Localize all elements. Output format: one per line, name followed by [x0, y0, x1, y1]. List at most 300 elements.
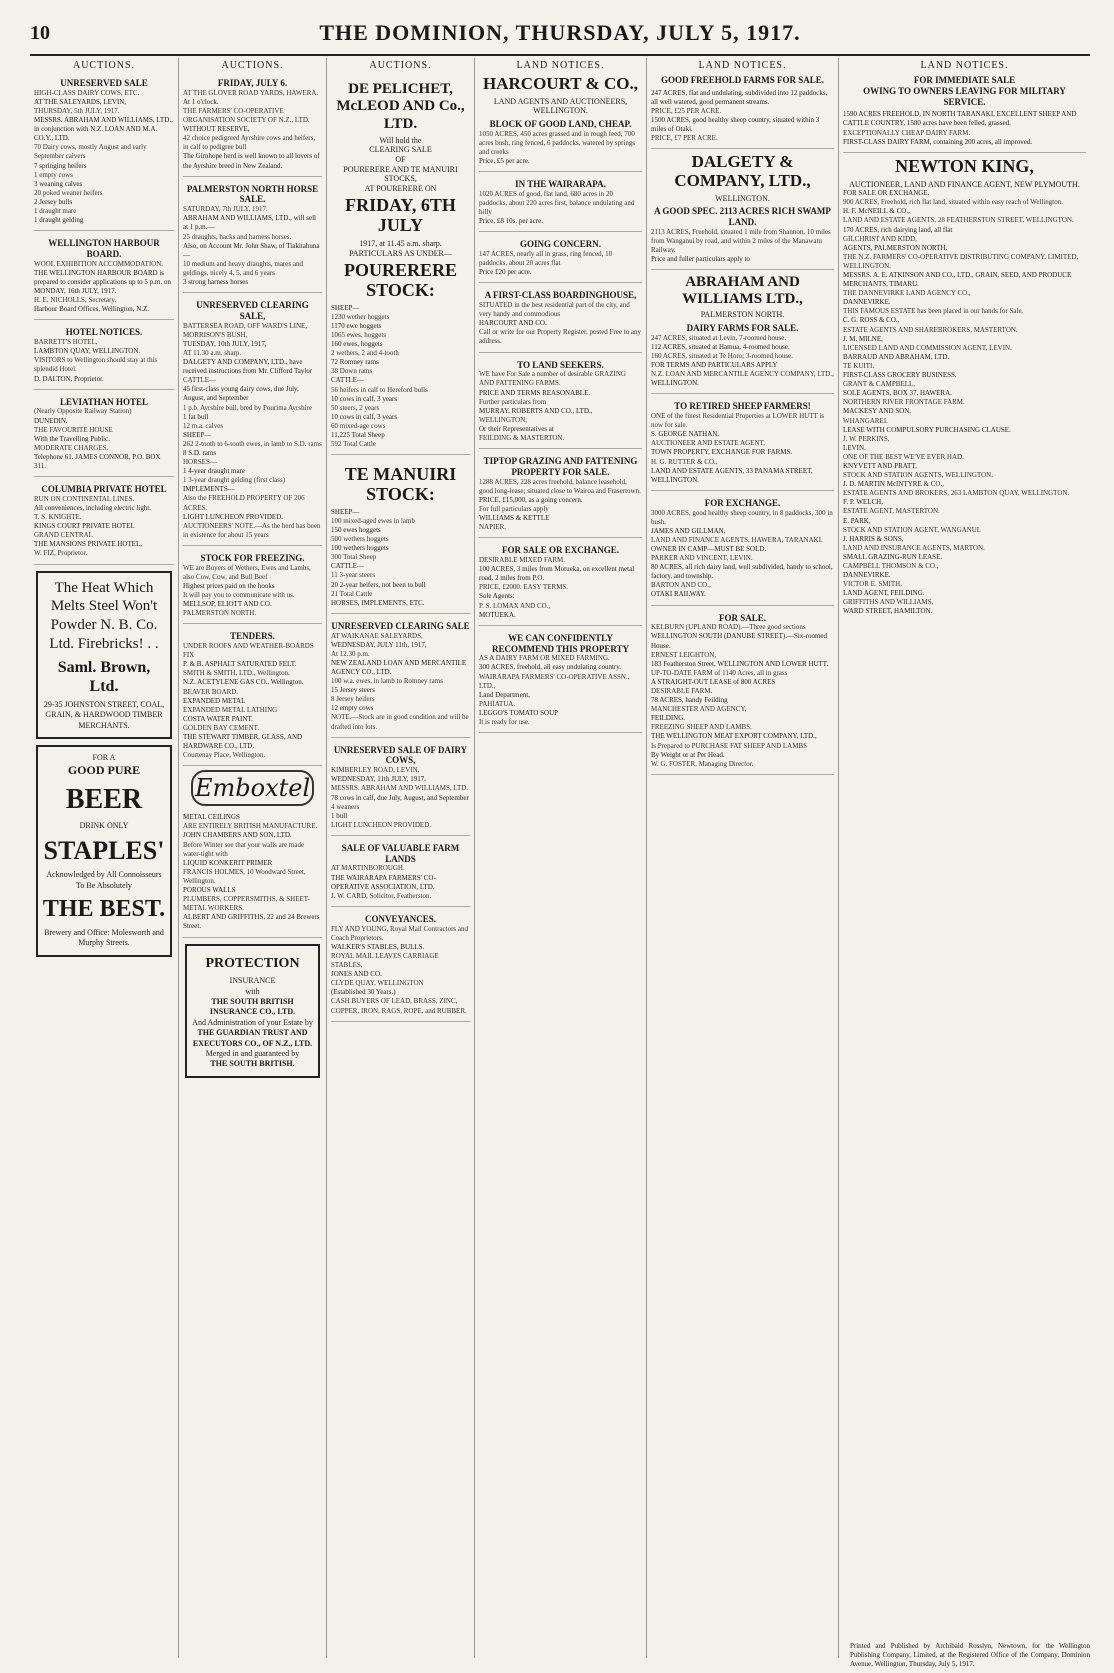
notice-line: AT 11.30 a.m. sharp. — [183, 348, 242, 357]
notice-heading: UNRESERVED SALE — [60, 78, 148, 88]
notice — [479, 236, 642, 283]
notice-line: All conveniences, including electric light. — [34, 503, 152, 512]
notice-line: WEDNESDAY, JULY 11th, 1917, — [331, 640, 427, 649]
notice-line: DALGETY AND COMPANY, LTD., have received instructions from Mr. Clifford Taylor — [183, 358, 313, 376]
notice-line: FIRST-CLASS GROCERY BUSINESS. — [843, 371, 957, 380]
column-3 — [326, 58, 474, 1658]
notice — [183, 181, 322, 293]
notice — [651, 86, 834, 150]
notice-heading: CONVEYANCES. — [365, 913, 436, 924]
notice-line: 8 Jersey heifers — [331, 695, 375, 704]
notice-line: FEILDING. — [651, 714, 686, 723]
notice-line: 1 draught gelding — [34, 216, 84, 225]
notice-line: Before Winter see that your walls are made water-tight with — [183, 840, 305, 858]
notice-line: 1288 ACRES, 228 acres freehold, balance leasehold, good long-lease; situated close to Wairoa and Frasertown. — [479, 477, 641, 495]
notice — [183, 75, 322, 177]
notice-line: It is ready for use. — [479, 717, 530, 726]
column-4-ads — [479, 116, 642, 733]
notice-line: 1 fat bull — [183, 412, 209, 421]
notice-line: LEGGO'S TOMATO SOUP — [479, 708, 559, 717]
notice-line: DESIRABLE FARM. — [651, 686, 713, 695]
notice-line: T. S. KNIGHTE. — [34, 513, 82, 522]
notice-line: AUCTIONEER AND ESTATE AGENT, — [651, 439, 766, 448]
notice-line: AGENTS, PALMERSTON NORTH. — [843, 243, 948, 252]
notice-line: THE FAVOURITE HOUSE — [34, 425, 113, 434]
notice-line: PARKER AND VINCENT, LEVIN. — [651, 554, 753, 563]
particulars-heading: PARTICULARS AS UNDER— — [349, 248, 452, 258]
notice-line: DESIRABLE MIXED FARM. — [479, 556, 566, 565]
notice-line: 45 first-class young dairy cows, due July, August, and September — [183, 385, 299, 403]
notice-line: WAIRARAPA FARMERS' CO-OPERATIVE ASSN., LTD., — [479, 672, 630, 690]
notice-line: 15 Jersey steers — [331, 686, 375, 695]
section-heading: AUCTIONS. — [72, 60, 136, 71]
notice-heading: UNRESERVED CLEARING SALE, — [196, 300, 309, 321]
notice-heading: BLOCK OF GOOD LAND, CHEAP. — [489, 118, 632, 129]
notice-line: For full particulars apply — [479, 504, 549, 513]
station-title: TE MANUIRI STOCK: — [344, 464, 457, 504]
notice-line: OF — [395, 154, 406, 164]
notice-line: 12 empty cows — [331, 704, 374, 713]
notice-line: ERNEST LEIGHTON, — [651, 650, 717, 659]
notice-line: 11 3-year steers — [331, 571, 376, 580]
notice-line: GRIFFITHS AND WILLIAMS, — [843, 598, 934, 607]
notice-line: MACKESY AND SON, — [843, 407, 912, 416]
protection-ad — [185, 944, 320, 1078]
notice-line: EXPANDED METAL — [183, 696, 246, 705]
notice-line: 3 strong harness horses — [183, 277, 249, 286]
notice-line: TUESDAY, 10th JULY, 1917, — [183, 339, 267, 348]
notice-line: It will pay you to communicate with us. — [183, 591, 295, 599]
notice-line: D. DALTON, Proprietor. — [34, 374, 104, 383]
notice-line: 11,225 Total Sheep — [331, 431, 385, 439]
notice-line: ONE OF THE BEST WE'VE EVER HAD. — [843, 452, 964, 461]
notice-line: CLEARING SALE — [369, 145, 432, 155]
notice-line: H. F. McNEILL & CO., — [843, 207, 910, 216]
notice-line: H. G. RUTTER & CO., — [651, 457, 718, 466]
notice-line: GRANT & CAMPBELL, — [843, 380, 916, 389]
notice-line: 20 2-year heifers, not been to bull — [331, 580, 426, 589]
notice-line: 38 Down rams — [331, 367, 373, 376]
notice-line: HIGH-CLASS DAIRY COWS, ETC. — [34, 88, 140, 97]
stock-list — [331, 508, 470, 608]
sale-date: FRIDAY, 6TH JULY — [345, 195, 456, 236]
notice-line: 592 Total Cattle — [331, 440, 376, 449]
notice-line: JONES AND CO. — [331, 970, 382, 979]
notice-line: FOR TERMS AND PARTICULARS APPLY — [651, 360, 778, 369]
notice-line: CASH BUYERS OF LEAD, BRASS, ZINC, COPPER, IRON, RAGS, ROPE, and RUBBER. — [331, 997, 467, 1015]
abraham-williams-subtitle: PALMERSTON NORTH. — [700, 310, 785, 320]
notice-line: 112 ACRES, situated at Hamua, 4-roomed house. — [651, 342, 790, 351]
notice-line: THURSDAY, 5th JULY, 1917. — [34, 106, 120, 115]
notice-line: 900 ACRES, Freehold, rich flat land, situated within easy reach of Wellington. — [843, 198, 1063, 207]
notice-heading: A GOOD SPEC. 2113 ACRES RICH SWAMP LAND. — [654, 206, 831, 228]
harcourt-firm: HARCOURT & CO., — [483, 74, 638, 93]
notice-line: STOCK AND STATION AGENT, WANGANUI. — [843, 525, 981, 534]
notice-heading: TO LAND SEEKERS. — [517, 359, 604, 370]
notice-line: THE MANSIONS PRIVATE HOTEL, — [34, 540, 142, 549]
notice-line: 1 bull — [331, 811, 348, 820]
notice — [479, 630, 642, 733]
notice-line: N.Z. ACETYLENE GAS CO., Wellington. — [183, 678, 304, 687]
notice-line: 60 mixed-age cows — [331, 421, 386, 430]
notice-line: AT POURERERE ON — [364, 183, 437, 193]
notice-line: KNYVETT AND PRATT, — [843, 461, 917, 470]
notice-line: 300 ACRES, freehold, all easy undulating country. — [479, 663, 622, 672]
notice — [479, 176, 642, 232]
notice-line: NEW ZEALAND LOAN AND MERCANTILE AGENCY CO., LTD. — [331, 658, 467, 676]
notice — [479, 453, 642, 538]
notice-line: Or their Representatives at — [479, 424, 554, 433]
notice-line: 7 springing heifers — [34, 161, 87, 170]
notice-line: 8 S.D. rams — [183, 448, 217, 457]
notice-line: VISITORS to Wellington should stay at this splendid Hotel. — [34, 356, 158, 374]
notice-line: C. G. ROSS & CO., — [843, 316, 900, 325]
column-4 — [474, 58, 646, 1658]
notice-line: By Weight or at Per Head. — [651, 750, 725, 759]
notice-line: 1170 ewe hoggets — [331, 321, 382, 330]
firebricks-firm: Saml. Brown, Ltd. — [57, 658, 151, 695]
notice-line: LAMBTON QUAY, WELLINGTON. — [34, 347, 141, 356]
notice-heading: UNRESERVED SALE OF DAIRY COWS, — [333, 744, 468, 766]
dairy-farms-ad — [651, 320, 834, 394]
sale-year: 1917, at 11.45 a.m. sharp. — [359, 238, 442, 248]
notice-line: ARE ENTIRELY BRITISH MANUFACTURE. — [183, 822, 318, 831]
protection-head: PROTECTION — [205, 955, 300, 971]
retired-farmers-ad — [651, 398, 834, 491]
notice-line: FRANCIS HOLMES, 10 Woodward Street, Wellington. — [183, 867, 306, 885]
notice-line: LAND AND ESTATE AGENTS, 33 PANAMA STREET, WELLINGTON. — [651, 466, 813, 484]
firebricks-ad — [36, 571, 172, 740]
notice-line: WOOL EXHIBITION ACCOMMODATION. — [34, 259, 164, 268]
notice-line: ALBERT AND GRIFFITHS, 22 and 24 Brewers Street. — [183, 913, 320, 931]
notice-line: J. D. MARTIN McINTYRE & CO., — [843, 480, 944, 489]
notice-line: NORTHERN RIVER FRONTAGE FARM. — [843, 398, 965, 407]
notice-line: TE KUITI. — [843, 361, 875, 370]
notice-line: Is Prepared to PURCHASE FAT SHEEP AND LAMBS — [651, 741, 808, 750]
notice-line: 12 m.a. calves — [183, 421, 224, 430]
notice-line: Price and fuller particulars apply to — [651, 255, 750, 264]
notice-line: P. & B. ASPHALT SATURATED FELT. — [183, 660, 297, 669]
notice-line: Further particulars from — [479, 397, 547, 406]
masthead — [30, 14, 1090, 56]
notice-line: E. PARK, — [843, 516, 871, 525]
abraham-williams-firm: ABRAHAM AND WILLIAMS LTD., — [682, 274, 803, 307]
notice-line: J. M. MILNE, — [843, 334, 883, 343]
notice-line: 3 weaning calves — [34, 179, 83, 188]
beer-the-best: THE BEST. — [42, 896, 166, 923]
notice-line: 300 Total Sheep — [331, 553, 377, 562]
notice-line: HORSES— — [183, 458, 217, 467]
notice-line: WELLINGTON; — [479, 415, 528, 424]
notice-line: THE DANNEVIRKE LAND AGENCY CO., — [843, 289, 971, 298]
exchange-ad — [651, 495, 834, 606]
notice-line: TOWN PROPERTY, EXCHANGE FOR FARMS. — [651, 448, 793, 457]
notice-line: Courtenay Place, Wellington. — [183, 751, 266, 760]
notice-line: SMALL GRAZING-RUN LEASE. — [843, 552, 943, 561]
notice-line: JOHN CHAMBERS AND SON, LTD. — [183, 831, 292, 840]
notice-heading: STOCK FOR FREEZING. — [200, 552, 305, 563]
section-heading: LAND NOTICES. — [920, 60, 1009, 71]
notice-line: Price, £5 per acre. — [479, 156, 530, 165]
notice-line: Harbour Board Offices, Wellington, N.Z. — [34, 305, 150, 314]
notice — [331, 618, 470, 738]
notice — [331, 911, 470, 1022]
notice-heading: DAIRY FARMS FOR SALE. — [686, 322, 799, 333]
notice-line: AS A DAIRY FARM OR MIXED FARMING. — [479, 654, 610, 663]
notice-line: 1065 ewes, hoggets — [331, 330, 387, 339]
notice — [479, 542, 642, 625]
beer-address: Brewery and Office: Molesworth and Murphy Streets. — [44, 927, 164, 948]
notice-line: COSTA WATER PAINT. — [183, 714, 253, 723]
notice-line: 25 draughts, hacks and harness horses. — [183, 232, 292, 241]
notice-line: 1 3-year draught gelding (first class) — [183, 476, 286, 485]
notice-line: 160 ACRES, situated at Te Horo; 3-roomed house. — [651, 351, 793, 360]
notice-line: HARCOURT AND CO. — [479, 319, 547, 328]
notice-line: 2 wethers, 2 and 4-tooth — [331, 349, 399, 358]
notice-line: GRAND CENTRAL — [34, 531, 93, 540]
notice-line: MOTUEKA. — [479, 610, 516, 619]
notice-line: THE WAIRARAPA FARMERS' CO-OPERATIVE ASSOCIATION, LTD. — [331, 873, 436, 891]
notice-line: WITHOUT RESERVE, — [183, 125, 250, 134]
column-5-ads — [651, 86, 834, 150]
notice-line: Land Department, — [479, 690, 530, 699]
notice-line: H. E. NICHOLLS, Secretary. — [34, 296, 117, 305]
notice-heading: FOR SALE. — [718, 612, 766, 623]
notice-line: ESTATE AGENT, MASTERTON. — [843, 507, 940, 516]
notice-line: 247 ACRES, situated at Levin, 7-roomed house. — [651, 333, 787, 342]
notice-line: OWNER IN CAMP—MUST BE SOLD. — [651, 544, 767, 553]
notice-line: JAMES AND GILLMAN, — [651, 526, 726, 535]
notice-line: 4 weaners — [331, 802, 360, 811]
notice-line: (Nearly Opposite Railway Station) — [34, 407, 132, 416]
notice-line: P. S. LOMAX AND CO., — [479, 601, 551, 610]
beer-acknowledged: Acknowledged by All Connoisseurs To Be Absolutely — [46, 870, 162, 890]
notice-line: Highest prices paid on the hooks — [183, 581, 275, 590]
notice-line: LAND AND INSURANCE AGENTS, MARTON. — [843, 543, 985, 552]
notice-line: 50 steers, 2 years — [331, 403, 380, 412]
notice-line: LEVIN. — [843, 443, 866, 452]
beer-word: BEER — [65, 784, 143, 816]
notice-line: WILLIAMS & KETTLE — [479, 514, 550, 523]
notice-line: 100 mixed-aged ewes in lamb — [331, 516, 415, 525]
notice-line: SHEEP— — [331, 303, 360, 312]
notice-line: ONE of the finest Residential Properties at LOWER HUTT is now for sale. — [651, 412, 825, 430]
notice-line: WELLINGTON. — [651, 379, 699, 388]
protection-line: INSURANCE — [229, 976, 276, 986]
notice-line: Call or write for our Property Register, posted Free to any address. — [479, 328, 642, 346]
notice-line: The Girnhope herd is well known to all lovers of the Ayrshire breed in New Zealand. — [183, 152, 320, 170]
notice-line: AT WAIKANAE SALEYARDS, — [331, 631, 423, 640]
swamp-land-ad — [651, 203, 834, 270]
column-1 — [30, 58, 178, 1658]
notice-line: THE WELLINGTON MEAT EXPORT COMPANY, LTD., — [651, 732, 817, 741]
notice-line: 2 Jersey bulls — [34, 197, 73, 206]
notice-line: 1230 wether hoggets — [331, 312, 390, 321]
harcourt-subtitle: LAND AGENTS AND AUCTIONEERS, WELLINGTON. — [493, 96, 628, 116]
notice-line: 2113 ACRES, Freehold, situated 1 mile from Shannon, 10 miles from Wanganui by road, and within 2 miles of the Manawatu Railway. — [651, 227, 831, 255]
notice-heading: WELLINGTON HARBOUR BOARD. — [48, 238, 160, 259]
stock-list — [331, 304, 470, 450]
notice-line: DANNEVIRKE. — [843, 571, 891, 580]
notice-line: WHANGAREI. — [843, 416, 888, 425]
notice-heading: IN THE WAIRARAPA. — [515, 179, 606, 190]
notice-line: 160 ewes, hoggets — [331, 340, 383, 349]
notice-line: A STRAIGHT-OUT LEASE of 800 ACRES — [651, 677, 776, 686]
notice-line: WARD STREET, HAMILTON. — [843, 607, 933, 616]
notice-heading: FOR SALE OR EXCHANGE. — [501, 545, 619, 556]
notice — [183, 628, 322, 766]
section-heading: LAND NOTICES. — [516, 60, 605, 71]
notice-line: LEASE WITH COMPULSORY PURCHASING CLAUSE. — [843, 425, 1011, 434]
immediate-sale-heading: FOR IMMEDIATE SALE — [913, 75, 1016, 85]
protection-line: THE GUARDIAN TRUST AND EXECUTORS CO., OF N.Z., LTD. — [192, 1028, 313, 1048]
notice-line: Also the FREEHOLD PROPERTY OF 206 ACRES. — [183, 494, 305, 512]
notice-line: PLUMBERS, COPPERSMITHS, & SHEET-METAL WORKERS. — [183, 895, 310, 913]
notice-line: DANNEVIRKE. — [843, 298, 891, 307]
notice-line: AT THE GLOVER ROAD YARDS, HAWERA. — [183, 88, 319, 97]
notice-line: 247 ACRES, flat and undulating, subdivided into 12 paddocks, all well watered, good permanent streams. — [651, 88, 828, 106]
notice-line: BARRAUD AND ABRAHAM, LTD. — [843, 352, 950, 361]
notice-line: LAND AND FINANCE AGENTS, HAWERA, TARANAKI. — [651, 535, 823, 544]
pourerere-sale-ad — [331, 75, 470, 455]
notice-line: 100 wethers hoggets — [331, 544, 389, 553]
notice-line: MELLSOP, ELIOTT AND CO. — [183, 600, 272, 609]
column-1-ads — [34, 75, 174, 565]
notice-line: N.Z. LOAN AND MERCANTILE AGENCY COMPANY, LTD., — [651, 370, 834, 379]
notice-line: J. HARRIS & SONS, — [843, 534, 904, 543]
notice-line: Also, on Account Mr. John Shaw, of Tiakitahuna— — [183, 241, 320, 259]
notice-line: LIGHT LUNCHEON PROVIDED. — [331, 820, 432, 829]
notice-line: 10 cows in calf, 3 years — [331, 394, 398, 403]
notice-line: 21 Total Cattle — [331, 589, 373, 598]
page-columns — [30, 58, 1090, 1663]
notice-line: VICTOR E. SMITH, — [843, 580, 902, 589]
notice — [331, 742, 470, 836]
column-2-ads — [183, 75, 322, 766]
notice — [843, 107, 1086, 152]
notice-line: 10 medium and heavy draughts, mares and geldings, nicely 4, 5, and 6 years — [183, 259, 303, 277]
notice-line: With the Travelling Public. — [34, 434, 110, 443]
notice-line: ESTATE AGENTS AND SHAREBROKERS, MASTERTON. — [843, 325, 1018, 334]
notice-line: PRICE AND TERMS REASONABLE. — [479, 388, 591, 397]
column-6-ads — [843, 107, 1086, 152]
notice-line: SITUATED in the best residential part of the city, and very handy and commodious — [479, 301, 630, 319]
beer-for-a: FOR A — [92, 753, 116, 763]
notice-line: THE N.Z. FARMERS' CO-OPERATIVE DISTRIBUTING COMPANY, LIMITED, WELLINGTON. — [843, 252, 1079, 270]
notice-line: METAL CEILINGS — [183, 813, 240, 822]
notice-line: PALMERSTON NORTH. — [183, 609, 257, 618]
notice-line: MESSRS. A. E. ATKINSON AND CO., LTD., GRAIN, SEED, AND PRODUCE MERCHANTS, TIMARU. — [843, 271, 1072, 289]
notice-line: F. P. WELCH, — [843, 498, 883, 507]
notice-line: 1050 ACRES, 450 acres grassed and in rough feed, 700 acres bush, ring fenced, 6 paddocks, watered by springs and creeks — [479, 129, 636, 156]
notice-heading: LEVIATHAN HOTEL — [59, 396, 149, 407]
dalgety-firm: DALGETY & COMPANY, LTD., — [674, 152, 811, 191]
metal-ceilings-ad — [183, 810, 322, 937]
notice-line: Sole Agents: — [479, 592, 515, 601]
notice-line: GOLDEN BAY CEMENT. — [183, 723, 260, 732]
protection-line: with — [245, 986, 260, 996]
notice-line: LIQUID KONKERIT PRIMER — [183, 858, 273, 867]
notice-line: 1020 ACRES of good, flat land, 680 acres in 20 paddocks, about 220 acres first, balance undulating and hilly — [479, 189, 635, 217]
notice-line: FIRST-CLASS DAIRY FARM, containing 200 acres, all improved. — [843, 137, 1033, 146]
notice-line: At 1 o'clock. — [183, 97, 219, 106]
notice-line: ABRAHAM AND WILLIAMS, LTD., will sell at 1 p.m.— — [183, 214, 317, 232]
notice-line: W. G. FOSTER, Managing Director. — [651, 759, 754, 768]
auctioneer-firm: DE PELICHET, McLEOD AND Co., LTD. — [336, 81, 465, 132]
beer-drink-only: DRINK ONLY — [79, 820, 129, 830]
notice-line: FREEZING SHEEP AND LAMBS. — [651, 723, 752, 732]
notice-line: 100 ACRES, 3 miles from Motueka, on excellent metal road, 2 miles from P.O. — [479, 565, 635, 583]
notice-line: 1 p.b. Ayrshire bull, bred by Pourima Ayrshire — [183, 403, 312, 412]
notice-line: 1 empty cows — [34, 170, 73, 179]
notice-heading: GOING CONCERN. — [519, 239, 601, 250]
notice-line: UNDER ROOFS AND WEATHER-BOARDS FIX — [183, 642, 314, 660]
notice — [331, 840, 470, 907]
beer-brand: STAPLES' — [43, 836, 165, 866]
notice-line: 20 poked weaner heifers — [34, 188, 103, 197]
notice — [34, 75, 174, 231]
column-3-ads — [331, 618, 470, 1022]
notice-line: RUN ON CONTINENTAL LINES. — [34, 494, 135, 503]
notice-line: 10 cows in calf, 3 years — [331, 412, 398, 421]
notice-line: WALKER'S STABLES, BULLS. — [331, 942, 425, 951]
notice-heading: TENDERS. — [230, 631, 275, 642]
notice-line: 170 ACRES, rich dairying land, all flat — [843, 225, 953, 234]
notice-line: CATTLE— — [331, 562, 365, 571]
notice-line: BARTON AND CO., — [651, 581, 711, 590]
notice-heading: HOTEL NOTICES. — [65, 327, 143, 338]
notice-line: Will hold the — [379, 135, 422, 145]
notice — [34, 394, 174, 477]
notice-line: 147 ACRES, nearly all in grass, ring fenced, 10 paddocks, about 20 acres flat — [479, 250, 613, 268]
protection-line: Merged in and guaranteed by — [205, 1049, 300, 1059]
section-heading: LAND NOTICES. — [698, 60, 787, 71]
newton-king-subtitle: AUCTIONEER, LAND AND FINANCE AGENT, NEW PLYMOUTH. — [849, 179, 1080, 189]
notice-line: GILCHRIST AND KIDD, — [843, 234, 917, 243]
protection-line: And Administration of your Estate by — [192, 1017, 313, 1027]
notice-line: 1590 ACRES FREEHOLD, IN NORTH TARANAKI, EXCELLENT SHEEP AND CATTLE COUNTRY, 1580 acres have been felled, grassed. — [843, 110, 1077, 128]
notice-line: AT THE SALEYARDS, LEVIN, — [34, 97, 127, 106]
notice-line: Price, £8 10s. per acre. — [479, 217, 543, 226]
notice-line: PRICE, £15,000, as a going concern. — [479, 495, 583, 504]
notice-line: 262 2-tooth to 6-tooth ewes, in lamb to S.D. rams — [183, 439, 322, 448]
notice — [34, 481, 174, 564]
notice-line: SMITH & SMITH, LTD., Wellington. — [183, 669, 290, 678]
notice-line: 100 w.a. ewes, in lamb to Romney rams — [331, 677, 443, 686]
notice-line: THE STEWART TIMBER, GLASS, AND HARDWARE CO., LTD. — [183, 733, 303, 751]
notice-line: 1 draught mare — [34, 207, 77, 216]
notice-line: S. GEORGE NATHAN, — [651, 430, 720, 439]
newton-king-firm: NEWTON KING, — [895, 155, 1034, 176]
notice-line: FEILDING & MASTERTON. — [479, 434, 565, 443]
notice-line: 42 choice pedigreed Ayrshire cows and heifers, in calf to pedigree bull — [183, 134, 316, 152]
notice-line: MESSRS. ABRAHAM AND WILLIAMS, LTD., in conjunction with N.Z. LOAN AND M.A. CO.Y., LTD. — [34, 116, 173, 143]
notice-line: 70 Dairy cows, mostly August and early September calvers — [34, 143, 147, 161]
notice-line: (Established 30 Years.) — [331, 988, 396, 997]
notice-line: POROUS WALLS — [183, 886, 236, 895]
notice-heading: PALMERSTON NORTH HORSE SALE. — [186, 183, 319, 205]
notice-line: BARRETT'S HOTEL, — [34, 338, 98, 347]
notice-line: At 12.30 p.m. — [331, 649, 370, 658]
notice-line: BATTERSEA ROAD, OFF WARD'S LINE, MORRISON'S BUSH, — [183, 321, 308, 339]
notice-line: EXPANDED METAL LATHING — [183, 705, 278, 714]
newspaper-title: THE DOMINION, THURSDAY, JULY 5, 1917. — [319, 20, 801, 45]
notice-line: PRICE, £2000. EASY TERMS. — [479, 583, 569, 592]
notice-line: MESSRS. ABRAHAM AND WILLIAMS, LTD. — [331, 784, 469, 793]
column-5 — [646, 58, 838, 1658]
firebricks-address: 29-35 JOHNSTON STREET, COAL, GRAIN, & HARDWOOD TIMBER MERCHANTS. — [43, 699, 165, 730]
notice-line: PRICE, £7 PER ACRE. — [651, 134, 718, 143]
